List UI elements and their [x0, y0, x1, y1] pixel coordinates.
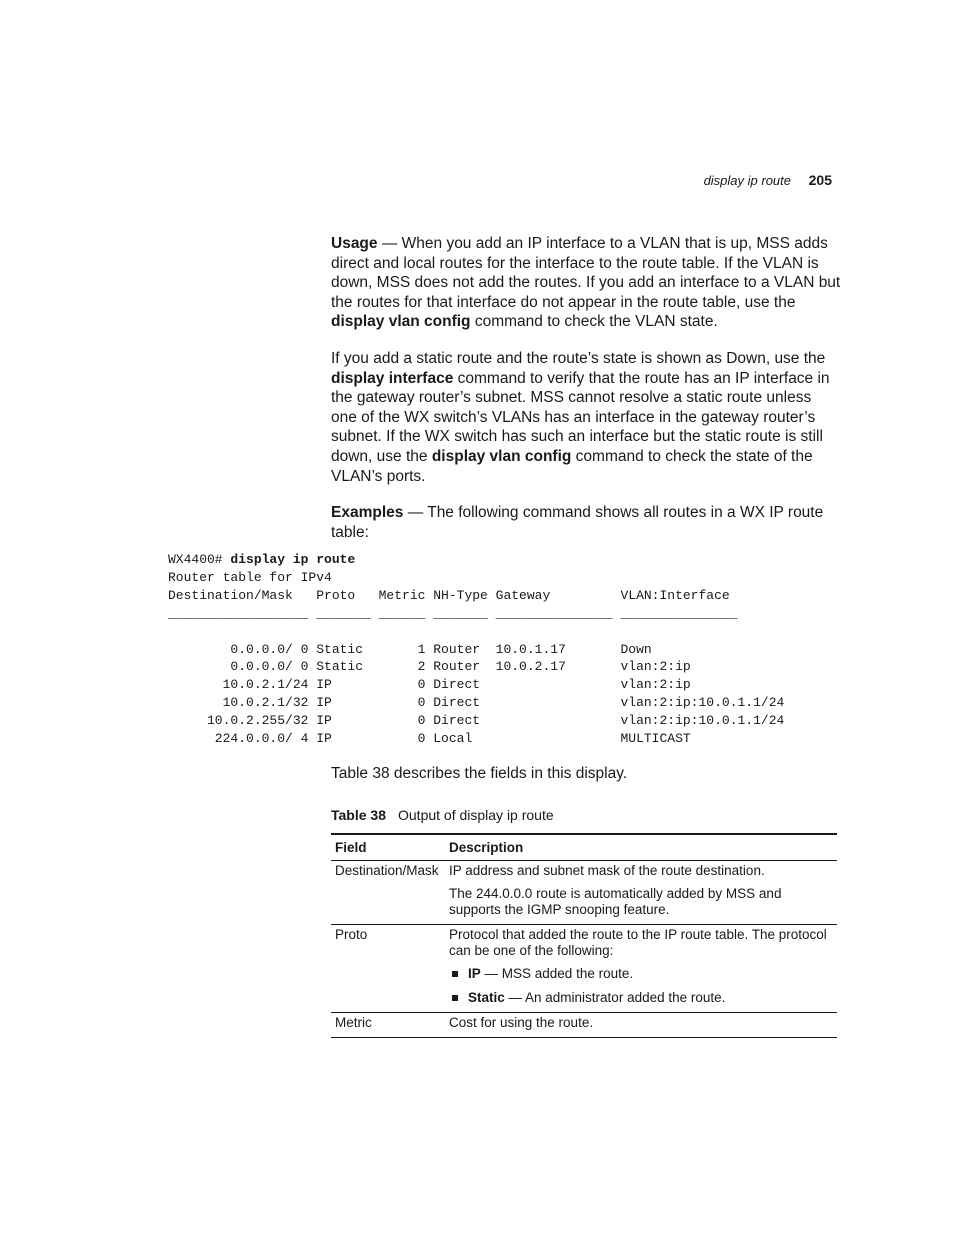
field-cell: Proto — [331, 925, 445, 1013]
usage-label: Usage — [331, 235, 378, 252]
header-field: Field — [331, 834, 445, 861]
field-cell: Destination/Mask — [331, 861, 445, 925]
list-item — [452, 990, 833, 1006]
cli-title: Router table for IPv4 — [168, 569, 332, 585]
table-caption — [331, 807, 554, 823]
table-row — [331, 1013, 837, 1038]
bullet-square-icon — [452, 995, 458, 1001]
cli-command: display ip route — [230, 552, 356, 567]
cli-row: 0.0.0.0/ 0 Static 1 Router 10.0.1.17 Down — [168, 641, 652, 657]
examples-label: Examples — [331, 504, 404, 521]
fields-table — [331, 833, 837, 1038]
bullet-term: IP — [468, 966, 481, 981]
bullet-text: — MSS added the route. — [480, 966, 634, 981]
usage-text-2: command to check the VLAN state. — [470, 313, 718, 331]
header-description: Description — [445, 834, 837, 861]
description-cell — [445, 861, 837, 925]
examples-text: — The following command shows all routes in a WX IP route table: — [331, 504, 824, 541]
bullet-term: Static — [468, 990, 505, 1005]
static-route-paragraph — [331, 349, 841, 486]
cli-row: 224.0.0.0/ 4 IP 0 Local MULTICAST — [168, 731, 691, 747]
page-number: 205 — [808, 172, 832, 188]
description-cell: Cost for using the route. — [445, 1013, 837, 1038]
cli-output — [168, 551, 784, 748]
bullet-list — [449, 966, 833, 1006]
table-caption-label: Table 38 — [331, 807, 386, 823]
cli-header-row: Destination/Mask Proto Metric NH-Type Gateway VLAN:Interface — [168, 587, 730, 603]
table-caption-text: Output of display ip route — [398, 807, 554, 823]
description-text: The 244.0.0.0 route is automatically added by MSS and supports the IGMP snooping feature. — [449, 886, 782, 917]
usage-command: display vlan config — [331, 313, 471, 331]
static-command-2: display vlan config — [431, 447, 572, 465]
field-cell: Metric — [331, 1013, 445, 1038]
static-text-3: command to check the state of the VLAN’s ports. — [331, 447, 813, 485]
cli-prompt: WX4400# — [168, 552, 231, 567]
usage-text-1: — When you add an IP interface to a VLAN that is up, MSS adds direct and local routes for the interface to the route table. If the VLAN is down, MSS does not add the routes. If you add an interface to a VLAN but the routes for that interface do not appear in the route table, use the — [331, 235, 841, 311]
cli-separator: __________________ _______ ______ _______ _______________ _______________ — [168, 605, 738, 621]
table-row — [331, 925, 837, 1013]
usage-paragraph — [331, 234, 841, 332]
header-section-title: display ip route — [703, 173, 792, 188]
bullet-text: — An administrator added the route. — [504, 990, 726, 1005]
cli-row: 10.0.2.1/24 IP 0 Direct vlan:2:ip — [168, 677, 691, 693]
cli-row: 10.0.2.255/32 IP 0 Direct vlan:2:ip:10.0.1.1/24 — [168, 713, 785, 729]
table-header-row — [331, 834, 837, 861]
table-description: Table 38 describes the fields in this display. — [331, 765, 628, 782]
cli-row: 0.0.0.0/ 0 Static 2 Router 10.0.2.17 vlan:2:ip — [168, 659, 691, 675]
static-text-1: If you add a static route and the route’s state is shown as Down, use the — [331, 350, 826, 367]
running-header — [704, 172, 832, 188]
list-item — [452, 966, 833, 982]
static-text-2: command to verify that the route has an IP interface in the gateway router’s subnet. MSS cannot resolve a static route unless one of the WX switch’s VLANs has an interface in the gateway router’s subnet. If the WX switch has such an interface but the static route is still down, use the — [331, 369, 830, 465]
cli-row: 10.0.2.1/32 IP 0 Direct vlan:2:ip:10.0.1.1/24 — [168, 695, 785, 711]
table-row — [331, 861, 837, 925]
description-cell — [445, 925, 837, 1013]
examples-paragraph — [331, 503, 841, 542]
description-text: Protocol that added the route to the IP route table. The protocol can be one of the following: — [449, 927, 827, 958]
bullet-square-icon — [452, 971, 458, 977]
description-text: IP address and subnet mask of the route destination. — [449, 863, 765, 878]
static-command-1: display interface — [331, 369, 454, 387]
